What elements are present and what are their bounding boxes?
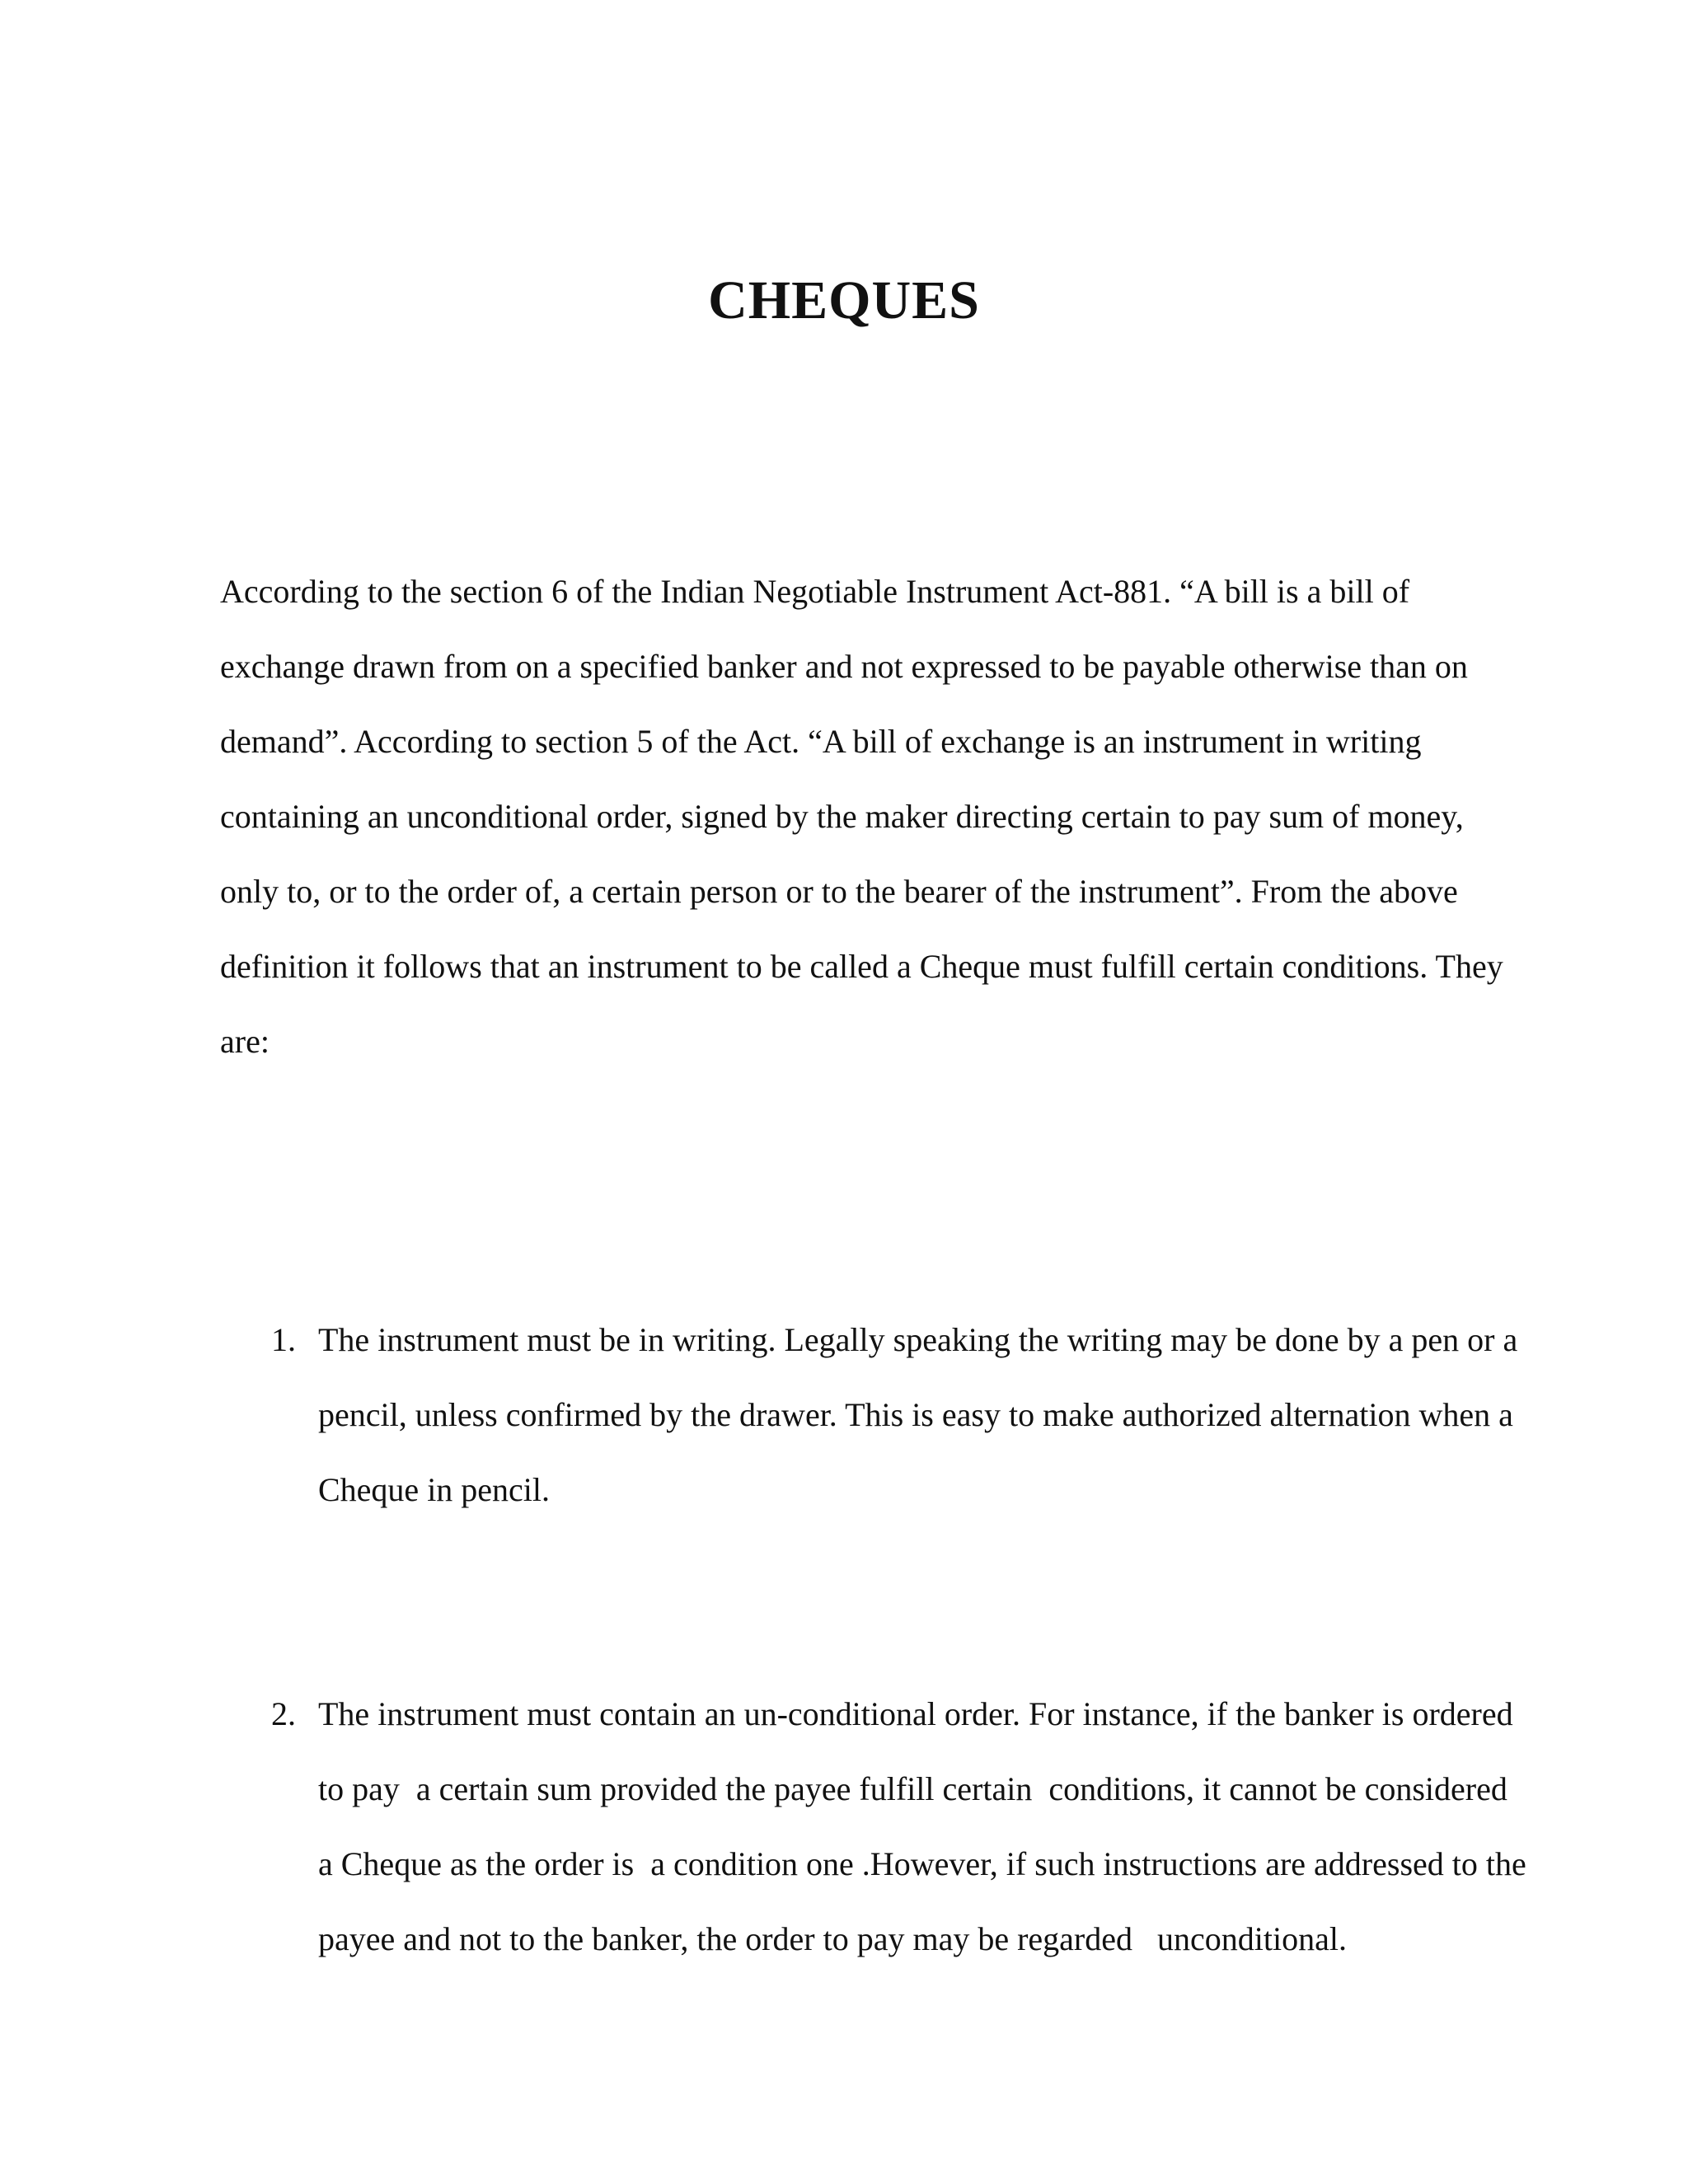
list-item-line: The instrument must contain an un-conditional order. For instance, if the banker is ordered — [318, 1695, 1513, 1732]
intro-line: exchange drawn from on a specified banker and not expressed to be payable otherwise than on — [220, 648, 1468, 685]
list-item-line: payee and not to the banker, the order to pay may be regarded unconditional. — [318, 1920, 1347, 1957]
list-item-number: 1. — [271, 1321, 296, 1358]
intro-line: containing an unconditional order, signed by the maker directing certain to pay sum of money, — [220, 798, 1464, 835]
intro-line: definition it follows that an instrument to be called a Cheque must fulfill certain conditions. They — [220, 948, 1503, 985]
page-title: CHEQUES — [708, 270, 980, 330]
intro-line: only to, or to the order of, a certain person or to the bearer of the instrument”. From the above — [220, 873, 1458, 910]
list-item-line: pencil, unless confirmed by the drawer. This is easy to make authorized alternation when a — [318, 1396, 1513, 1433]
list-item-text — [318, 1691, 1526, 1991]
list-item-line: The instrument must be in writing. Legally speaking the writing may be done by a pen or a — [318, 1321, 1518, 1358]
intro-paragraph — [220, 569, 1539, 1094]
list-item-line: Cheque in pencil. — [318, 1471, 551, 1508]
intro-line: demand”. According to section 5 of the Act. “A bill of exchange is an instrument in writing — [220, 723, 1422, 760]
list-item-line: to pay a certain sum provided the payee fulfill certain conditions, it cannot be considered — [318, 1770, 1507, 1807]
intro-line: According to the section 6 of the Indian Negotiable Instrument Act-881. “A bill is a bill of — [220, 573, 1410, 610]
intro-line: are: — [220, 1023, 270, 1060]
list-item-text — [318, 1317, 1517, 1542]
list-item-line: a Cheque as the order is a condition one .However, if such instructions are addressed to the — [318, 1845, 1526, 1882]
list-item-number: 2. — [271, 1695, 296, 1732]
